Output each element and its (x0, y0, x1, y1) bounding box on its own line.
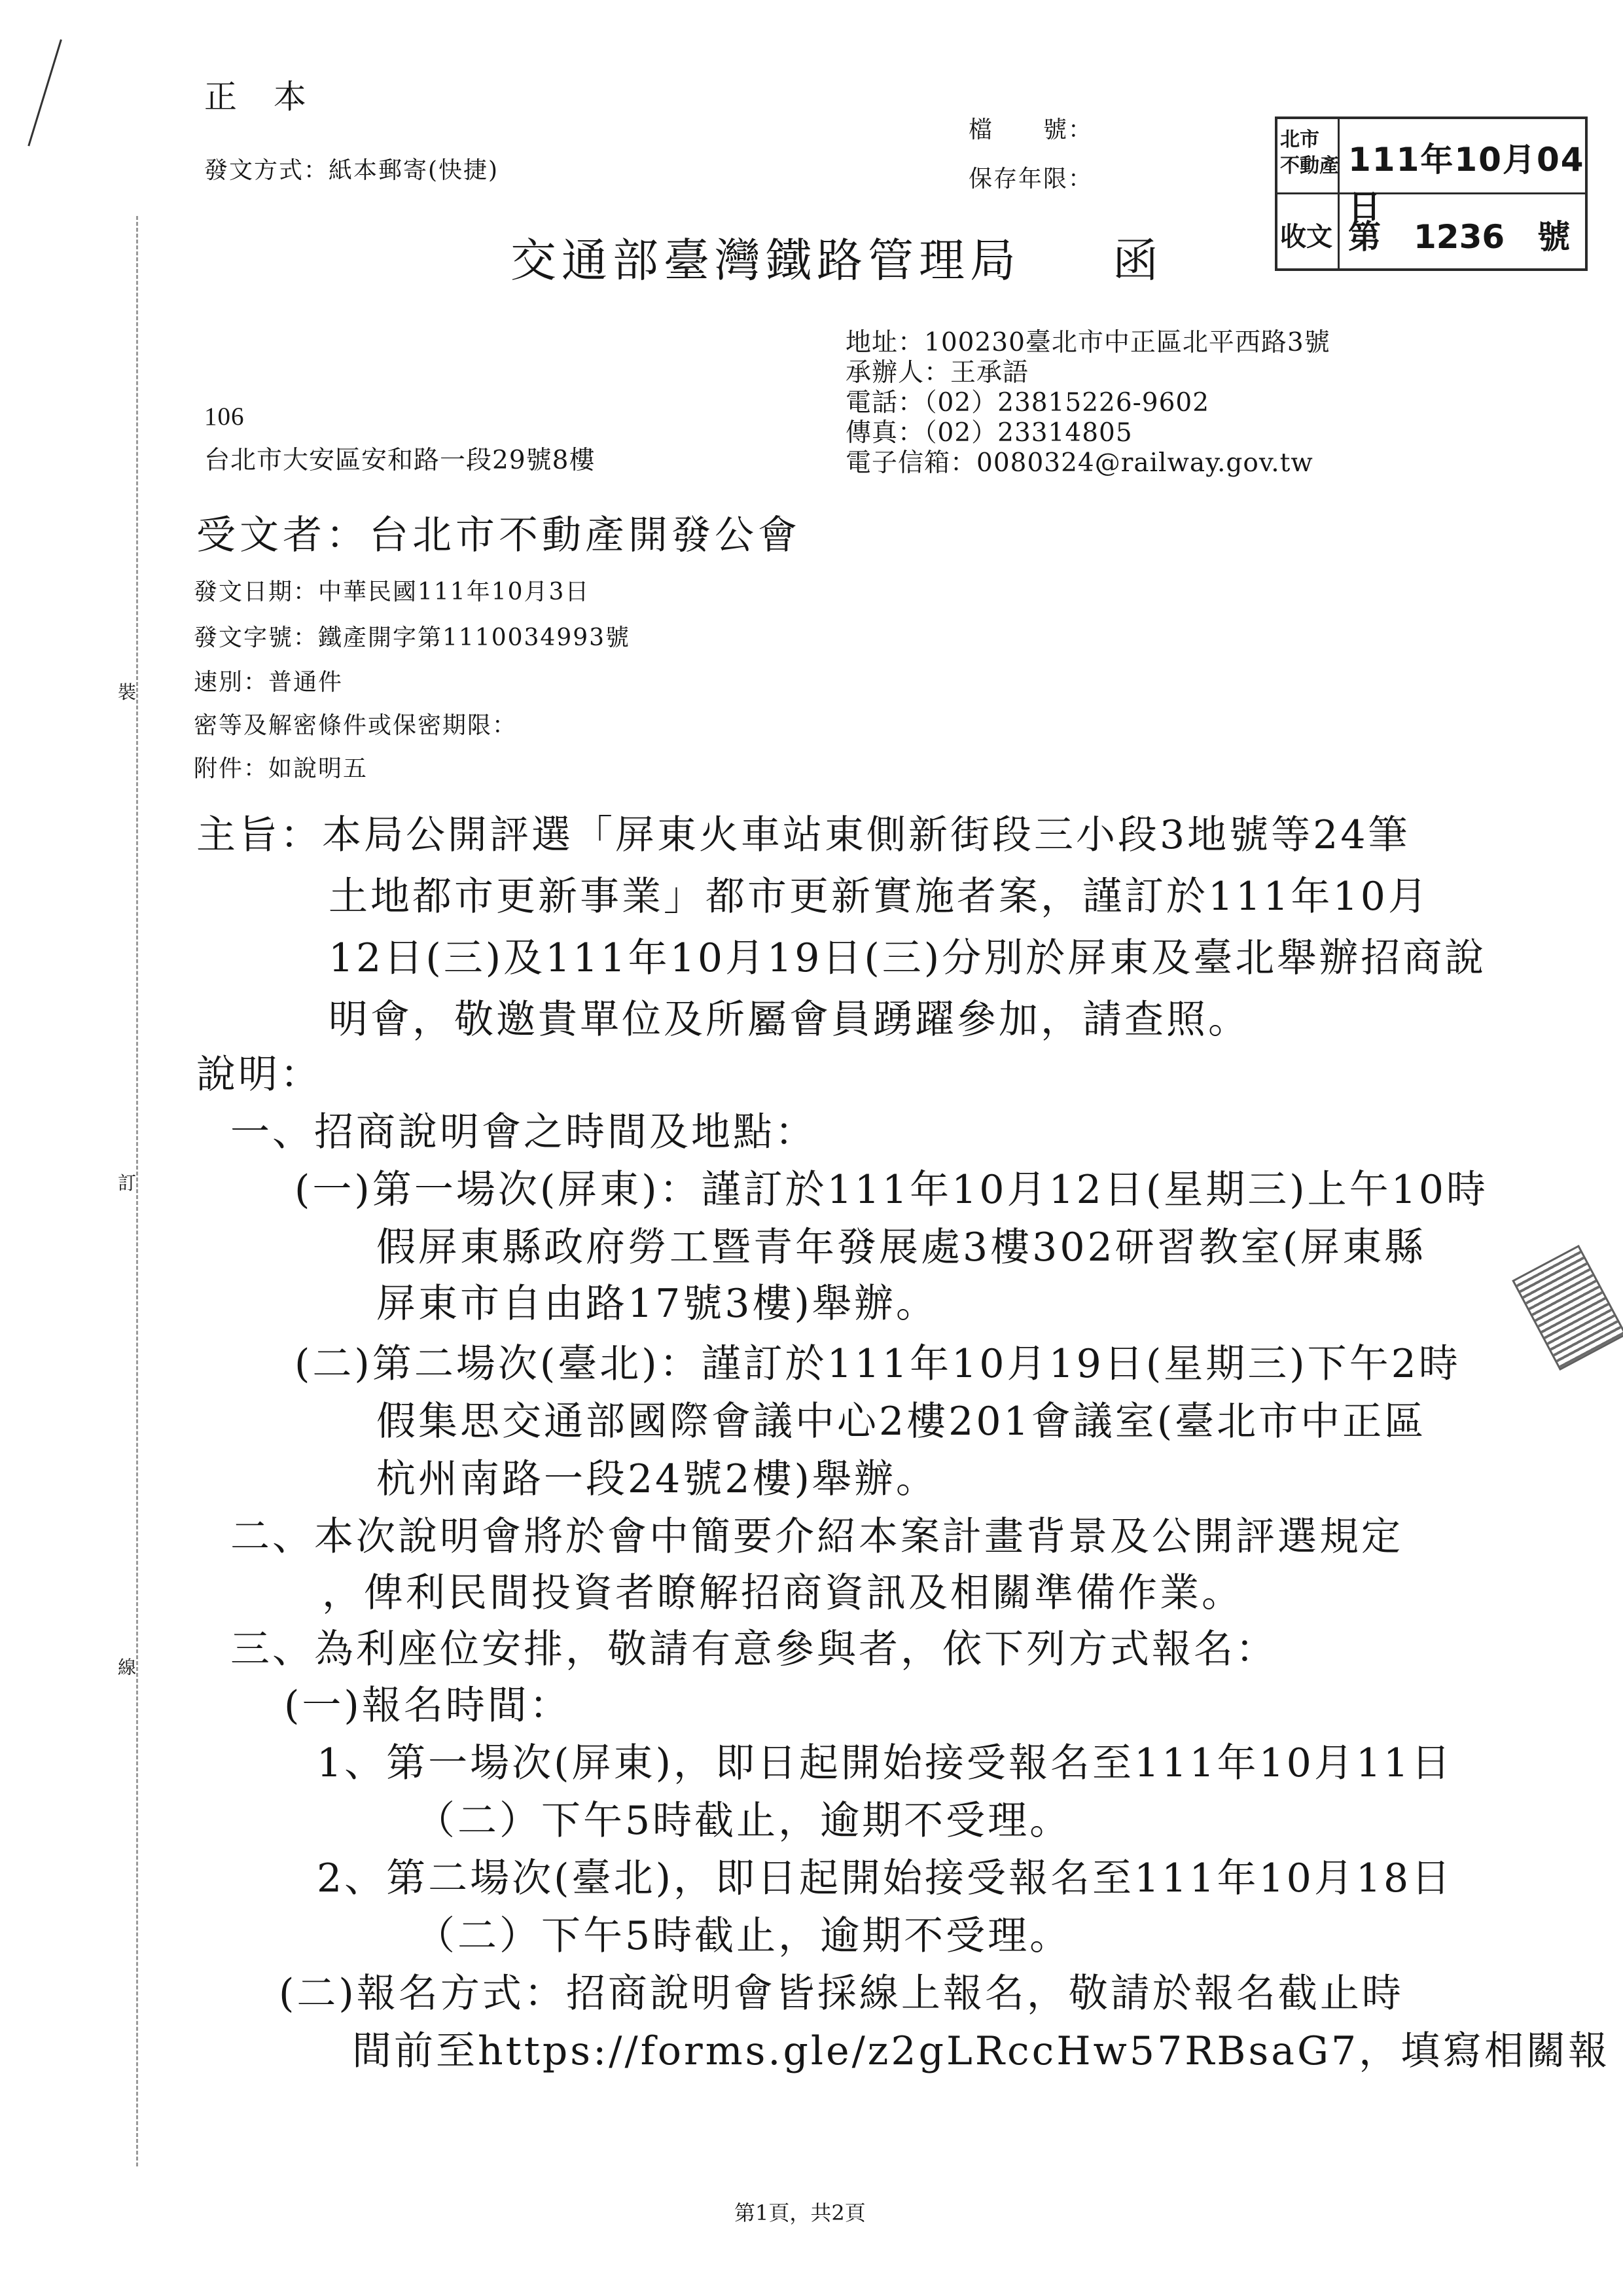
section-line: 2、第二場次(臺北)，即日起開始接受報名至111年10月18日 (317, 1856, 1454, 1901)
section-line: （二）下午5時截止，逾期不受理。 (416, 1913, 1072, 1959)
recipient-postcode: 106 (204, 403, 245, 431)
section-line: 一、招商說明會之時間及地點： (230, 1109, 817, 1155)
page-title: 交通部臺灣鐵路管理局 (510, 234, 1021, 287)
stamp-number: 第 1236 號 (1348, 218, 1571, 256)
section-line: （二）下午5時截止，逾期不受理。 (416, 1798, 1072, 1844)
binding-mark-xian: 線 (118, 1649, 136, 1683)
recipient-address: 台北市大安區安和路一段29號8樓 (204, 446, 596, 475)
copy-mark: 正 本 (204, 78, 319, 116)
section-line: 間前至https://forms.gle/z2gLRccHw57RBsaG7，填寫相關報 (352, 2028, 1611, 2074)
section-line: (二)報名方式：招商說明會皆採線上報名，敬請於報名截止時 (279, 1971, 1404, 2017)
file-number-label: 檔 號： (969, 117, 1094, 143)
reference-number: 發文字號：鐵產開字第1110034993號 (194, 624, 631, 651)
explanation-heading: 說明： (196, 1052, 322, 1098)
section-line: (二)第二場次(臺北)：謹訂於111年10月19日(星期三)下午2時 (294, 1341, 1461, 1387)
subject-line: 12日(三)及111年10月19日(三)分別於屏東及臺北舉辦招商說 (329, 935, 1487, 981)
recipient: 受文者：台北市不動產開發公會 (196, 512, 801, 558)
stamp-date: 111年10月04日 (1348, 141, 1585, 226)
partial-stamp-mark (1512, 1245, 1623, 1371)
section-line: 屏東市自由路17號3樓)舉辦。 (376, 1281, 938, 1327)
page-footer: 第1頁，共2頁 (734, 2200, 866, 2225)
sender-phone: 電話：（02）23815226-9602 (846, 388, 1210, 418)
delivery-method: 發文方式：紙本郵寄(快捷) (204, 157, 499, 184)
secrecy-level: 密等及解密條件或保密期限： (194, 712, 518, 739)
attachment: 附件：如說明五 (194, 755, 368, 782)
issue-date: 發文日期：中華民國111年10月3日 (194, 579, 590, 605)
binding-mark-ding: 訂 (118, 1165, 136, 1199)
binding-mark-zhuang: 裝 (118, 674, 136, 708)
receipt-stamp (1275, 117, 1588, 271)
document-type: 函 (1113, 234, 1164, 287)
stamp-office: 北市 不動產 (1280, 128, 1339, 177)
section-line: 假集思交通部國際會議中心2樓201會議室(臺北市中正區 (376, 1399, 1427, 1444)
subject-line: 主旨：本局公開評選「屏東火車站東側新街段三小段3地號等24筆 (196, 812, 1410, 858)
section-line: 杭州南路一段24號2樓)舉辦。 (376, 1456, 938, 1502)
section-line: (一)第一場次(屏東)：謹訂於111年10月12日(星期三)上午10時 (294, 1167, 1489, 1213)
sender-fax: 傳真：（02）23314805 (846, 418, 1133, 448)
section-line: 三、為利座位安排，敬請有意參與者，依下列方式報名： (230, 1626, 1277, 1672)
section-line: (一)報名時間： (284, 1683, 571, 1729)
sender-handler: 承辦人：王承語 (846, 358, 1029, 387)
section-line: 1、第一場次(屏東)，即日起開始接受報名至111年10月11日 (317, 1740, 1454, 1786)
pen-stroke-mark (27, 39, 62, 146)
stamp-receipt-label: 收文 (1280, 222, 1332, 252)
subject-line: 土地都市更新事業」都市更新實施者案，謹訂於111年10月 (329, 874, 1430, 920)
retention-period-label: 保存年限： (969, 166, 1094, 192)
sender-address: 地址：100230臺北市中正區北平西路3號 (846, 328, 1330, 357)
section-line: ，俾利民間投資者瞭解招商資訊及相關準備作業。 (322, 1570, 1243, 1616)
sender-email: 電子信箱：0080324@railway.gov.tw (846, 448, 1313, 478)
delivery-speed: 速別：普通件 (194, 669, 344, 696)
binding-dashed-line (136, 216, 138, 2166)
section-line: 二、本次說明會將於會中簡要介紹本案計畫背景及公開評選規定 (230, 1514, 1403, 1560)
section-line: 假屏東縣政府勞工暨青年發展處3樓302研習教室(屏東縣 (376, 1225, 1427, 1270)
subject-line: 明會，敬邀貴單位及所屬會員踴躍參加，請查照。 (329, 997, 1250, 1043)
